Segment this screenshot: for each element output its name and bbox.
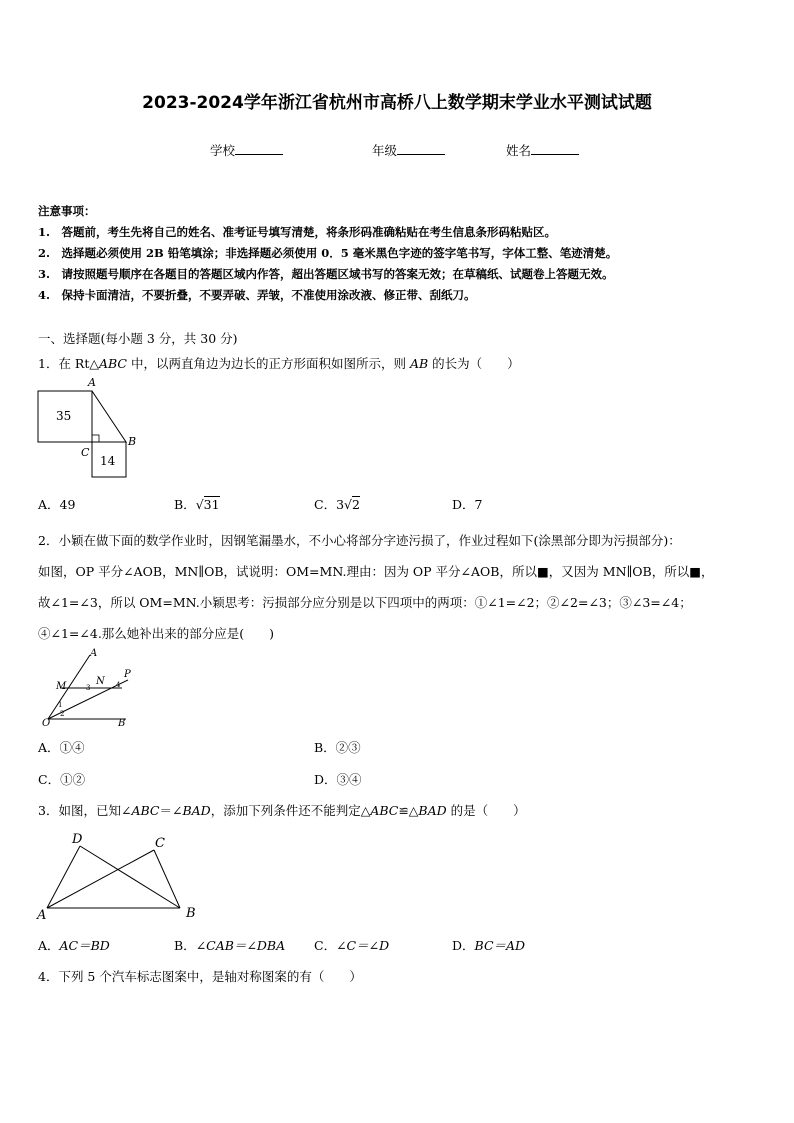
name-blank xyxy=(531,142,579,155)
name-field xyxy=(506,141,579,159)
q1-label-c: C xyxy=(81,446,90,459)
q1-triangle xyxy=(92,391,126,442)
q2-ray-oa xyxy=(48,655,90,719)
q3-text-cong: ≌△ xyxy=(398,803,419,818)
q2-label-n: N xyxy=(96,676,105,687)
q1-option-c-radicand: 2 xyxy=(352,497,360,512)
q2-angle-2: 2 xyxy=(60,710,65,718)
q2-angle-3: 3 xyxy=(86,684,91,692)
q2-line-3: 故∠1=∠3，所以 OM=MN.小颖思考：污损部分应分别是以下四项中的两项：①∠1=∠2；②∠2=∠3；③∠3=∠4； xyxy=(38,595,692,610)
q1-option-c xyxy=(314,495,360,513)
grade-field xyxy=(372,141,445,159)
notice-item-2: 2. 选择题必须使用 2B 铅笔填涂；非选择题必须使用 0．5 毫米黑色字迹的签字笔书写，字体工整、笔迹清楚。 xyxy=(38,246,618,260)
q3-label-b: B xyxy=(186,906,196,921)
q2-label-p: P xyxy=(124,669,131,680)
q1-text-post: 的长为（ ） xyxy=(428,356,520,371)
q2-line-4: ④∠1=∠4.那么她补出来的部分应是( ) xyxy=(38,626,275,641)
q3-text-mid: ，添加下列条件还不能判定△ xyxy=(210,803,371,818)
q1-area-14: 14 xyxy=(100,454,116,468)
q2-label-a: A xyxy=(90,648,98,659)
q2-angle-4: 4 xyxy=(116,681,121,689)
q2-line-1: 2．小颖在做下面的数学作业时，因钢笔漏墨水，不小心将部分字迹污损了，作业过程如下(涂黑部分即为污损部分)： xyxy=(38,533,681,548)
q1-option-c-label: C．3 xyxy=(314,497,345,512)
school-field xyxy=(210,141,283,159)
page-title: 2023-2024学年浙江省杭州市高桥八上数学期末学业水平测试试题 xyxy=(142,93,652,113)
q1-option-a: A．49 xyxy=(38,497,76,512)
q3-option-c xyxy=(314,936,389,954)
q1-option-b-label: B． xyxy=(174,497,196,512)
q3-triangle-abc: ABC xyxy=(370,803,399,818)
school-blank xyxy=(235,142,283,155)
q1-label-b: B xyxy=(128,435,137,448)
q3-figure xyxy=(34,826,204,922)
q3-option-a xyxy=(38,936,110,954)
q3-angle-abc: ABC xyxy=(131,803,160,818)
q2-option-b: B．②③ xyxy=(314,740,361,755)
question-3-stem xyxy=(38,801,526,819)
q3-option-b xyxy=(174,936,285,954)
q3-option-a-label: A． xyxy=(38,938,60,953)
q1-text-pre: 1．在 Rt△ xyxy=(38,356,99,371)
q2-label-m: M xyxy=(56,681,67,692)
q3-option-a-text: AC＝BD xyxy=(59,938,110,953)
q1-option-b xyxy=(174,495,220,513)
sqrt-icon: √ xyxy=(344,497,352,512)
q3-option-d-label: D． xyxy=(452,938,475,953)
q2-option-c: C．①② xyxy=(38,772,86,787)
question-1-stem xyxy=(38,354,520,372)
q1-figure xyxy=(34,372,144,484)
q3-option-b-text: ∠CAB＝∠DBA xyxy=(195,938,286,953)
q3-option-b-label: B． xyxy=(174,938,196,953)
q1-option-d: D．7 xyxy=(452,497,483,512)
q3-option-c-text: ∠C＝∠D xyxy=(336,938,390,953)
q3-triangle-bad: BAD xyxy=(418,803,447,818)
question-4-stem: 4．下列 5 个汽车标志图案中，是轴对称图案的有（ ） xyxy=(38,969,362,984)
q3-text-eq: ＝∠ xyxy=(159,803,183,818)
notice-item-4: 4. 保持卡面清洁，不要折叠，不要弄破、弄皱，不准使用涂改液、修正带、刮纸刀。 xyxy=(38,288,476,302)
q3-text-pre: 3．如图，已知∠ xyxy=(38,803,132,818)
notice-item-3: 3. 请按照题号顺序在各题目的答题区域内作答，超出答题区域书写的答案无效；在草稿纸、试题卷上答题无效。 xyxy=(38,267,614,281)
sqrt-icon: √ xyxy=(195,497,204,512)
school-label: 学校 xyxy=(210,143,236,158)
q1-right-angle-mark xyxy=(92,435,99,442)
q2-line-2: 如图，OP 平分∠AOB，MN∥OB，试说明：OM=MN.理由：因为 OP 平分∠AOB，所以■，又因为 MN∥OB，所以■， xyxy=(38,564,714,579)
q2-label-b: B xyxy=(118,718,126,729)
name-label: 姓名 xyxy=(506,143,532,158)
q2-option-d: D．③④ xyxy=(314,772,362,787)
q1-segment-ab: AB xyxy=(409,356,429,371)
q3-option-d xyxy=(452,936,525,954)
q2-figure xyxy=(36,646,146,731)
q3-label-d: D xyxy=(72,832,83,847)
q3-segment-cb xyxy=(154,850,180,908)
q1-triangle-abc: ABC xyxy=(98,356,127,371)
q3-option-c-label: C． xyxy=(314,938,337,953)
grade-blank xyxy=(397,142,445,155)
q2-label-o: O xyxy=(42,718,51,729)
grade-label: 年级 xyxy=(372,143,398,158)
q3-angle-bad: BAD xyxy=(182,803,211,818)
notice-item-1: 1. 答题前，考生先将自己的姓名、准考证号填写清楚，将条形码准确粘贴在考生信息条形码粘贴区。 xyxy=(38,225,556,239)
q1-option-b-radicand: 31 xyxy=(203,497,220,512)
q3-option-d-text: BC＝AD xyxy=(474,938,526,953)
q3-segment-db xyxy=(80,846,180,908)
q1-label-a: A xyxy=(88,376,96,389)
q3-label-c: C xyxy=(155,836,165,851)
q3-label-a: A xyxy=(37,908,47,922)
q1-text-mid: 中，以两直角边为边长的正方形面积如图所示，则 xyxy=(127,356,410,371)
section-heading: 一、选择题(每小题 3 分，共 30 分) xyxy=(38,331,238,346)
q3-text-post: 的是（ ） xyxy=(446,803,526,818)
q1-area-35: 35 xyxy=(56,409,72,423)
q2-option-a: A．①④ xyxy=(38,740,85,755)
q2-angle-1: 1 xyxy=(58,701,63,709)
notice-heading: 注意事项： xyxy=(38,204,96,218)
